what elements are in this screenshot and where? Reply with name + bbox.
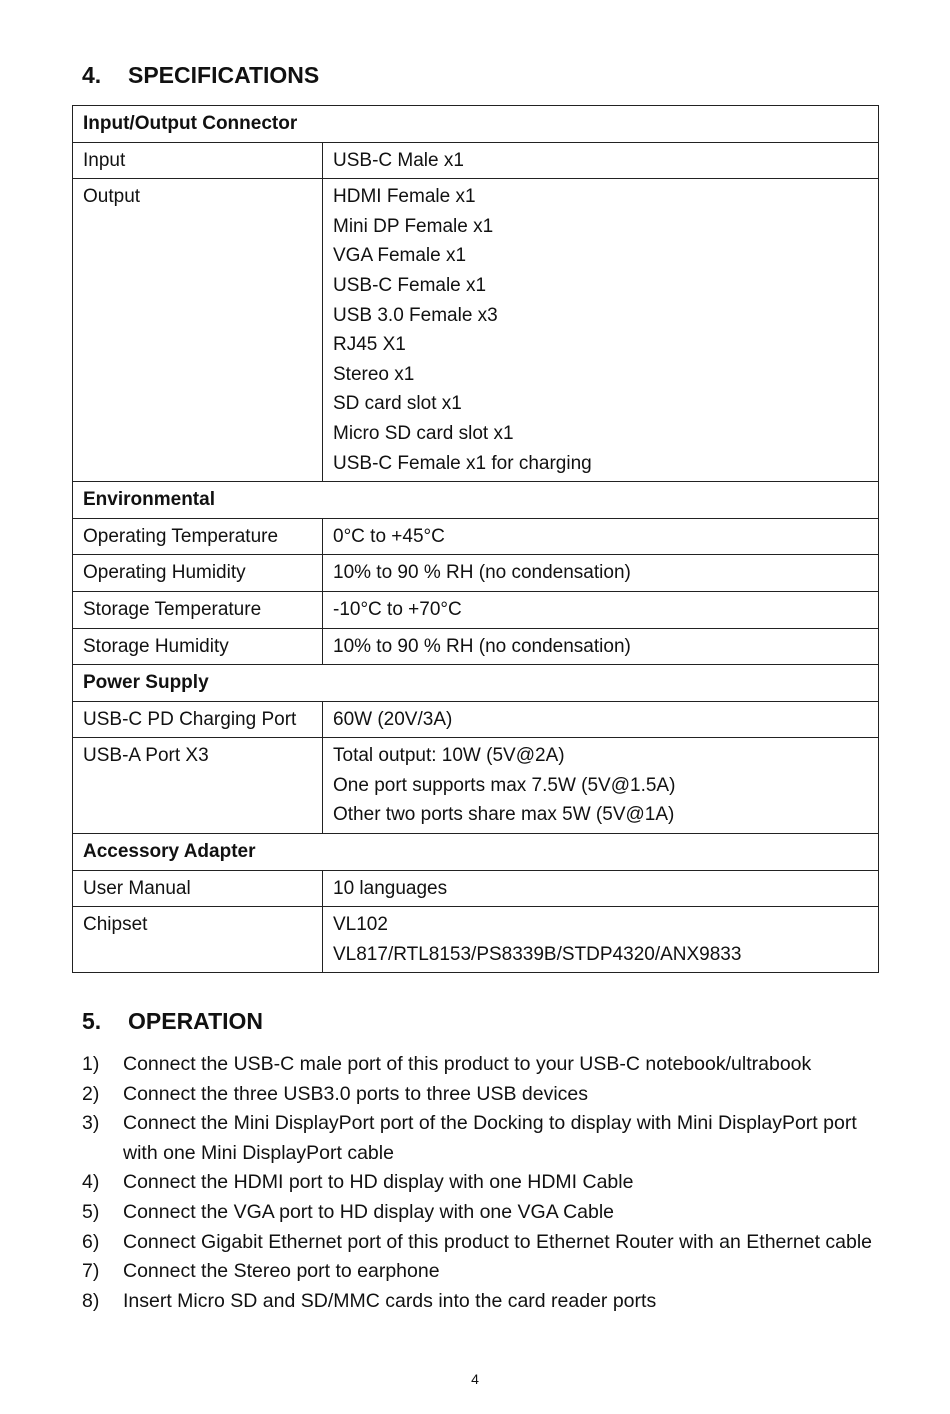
spec-value: RJ45 X1: [333, 334, 406, 356]
step-text: Connect the Stereo port to earphone: [123, 1260, 440, 1283]
spec-group-row: [73, 665, 879, 702]
step-number: 8): [82, 1289, 100, 1312]
spec-label: Storage Temperature: [73, 591, 323, 628]
spec-value-cell: [323, 555, 879, 592]
spec-label: USB-A Port X3: [73, 738, 323, 834]
spec-value-cell: [323, 907, 879, 973]
spec-group-label: Environmental: [73, 482, 879, 519]
spec-value: VL102: [333, 914, 388, 936]
spec-value-cell: [323, 142, 879, 179]
step-number: 6): [82, 1230, 100, 1253]
spec-value: 60W (20V/3A): [333, 708, 453, 730]
spec-value-cell: [323, 628, 879, 665]
step-text: Connect the three USB3.0 ports to three USB devices: [123, 1082, 589, 1105]
spec-row: [73, 701, 879, 738]
spec-value: 0°C to +45°C: [333, 525, 445, 547]
spec-row: [73, 555, 879, 592]
spec-row: [73, 518, 879, 555]
spec-row: [73, 142, 879, 179]
spec-value: USB 3.0 Female x3: [333, 304, 498, 326]
specifications-table: [72, 105, 879, 973]
section-title: SPECIFICATIONS: [128, 62, 320, 88]
spec-value: USB-C Male x1: [333, 149, 464, 171]
operation-step: [82, 1109, 882, 1168]
spec-label: USB-C PD Charging Port: [73, 701, 323, 738]
step-text: Connect the USB-C male port of this product to your USB-C notebook/ultrabook: [123, 1053, 812, 1075]
spec-value-cell: [323, 591, 879, 628]
spec-label: Operating Humidity: [73, 555, 323, 592]
spec-value: Total output: 10W (5V@2A): [333, 745, 565, 767]
step-number: 5): [82, 1200, 100, 1223]
step-text: Connect the HDMI port to HD display with one HDMI Cable: [123, 1171, 634, 1194]
operation-step: [82, 1228, 882, 1258]
spec-group-row: [73, 834, 879, 871]
spec-value-cell: [323, 701, 879, 738]
section-number: 4.: [82, 62, 102, 88]
step-text: Insert Micro SD and SD/MMC cards into the card reader ports: [123, 1289, 657, 1312]
spec-row: [73, 907, 879, 973]
section-heading-operation: [82, 1008, 263, 1035]
step-number: 4): [82, 1171, 100, 1194]
spec-value: USB-C Female x1: [333, 274, 487, 296]
step-number: 3): [82, 1112, 100, 1135]
spec-label: Operating Temperature: [73, 518, 323, 555]
spec-value: VL817/RTL8153/PS8339B/STDP4320/ANX9833: [333, 943, 742, 965]
spec-row: [73, 628, 879, 665]
spec-value: USB-C Female x1 for charging: [333, 452, 592, 474]
spec-label: Output: [73, 179, 323, 482]
spec-group-label: Input/Output Connector: [73, 106, 879, 143]
step-number: 1): [82, 1053, 100, 1075]
spec-group-row: [73, 482, 879, 519]
spec-value: -10°C to +70°C: [333, 598, 462, 620]
spec-value-cell: [323, 179, 879, 482]
operation-step: [82, 1168, 882, 1198]
spec-group-label: Power Supply: [73, 665, 879, 702]
spec-value: Micro SD card slot x1: [333, 422, 514, 444]
section-title: OPERATION: [128, 1008, 264, 1034]
section-number: 5.: [82, 1008, 102, 1034]
section-heading-specifications: [82, 62, 319, 89]
step-number: 7): [82, 1260, 100, 1283]
spec-row: [73, 591, 879, 628]
spec-group-label: Accessory Adapter: [73, 834, 879, 871]
spec-value-cell: [323, 870, 879, 907]
spec-row: [73, 179, 879, 482]
page-number: 4: [471, 1371, 479, 1387]
operation-step: [82, 1257, 882, 1287]
spec-row: [73, 870, 879, 907]
spec-value: 10% to 90 % RH (no condensation): [333, 562, 631, 584]
spec-value: One port supports max 7.5W (5V@1.5A): [333, 774, 676, 796]
spec-label: Chipset: [73, 907, 323, 973]
spec-value: 10% to 90 % RH (no condensation): [333, 635, 631, 657]
step-number: 2): [82, 1082, 100, 1105]
spec-group-row: [73, 106, 879, 143]
spec-value: 10 languages: [333, 877, 448, 899]
specifications-table-body: [73, 106, 879, 973]
spec-value-cell: [323, 518, 879, 555]
step-text: Connect the VGA port to HD display with one VGA Cable: [123, 1200, 615, 1223]
operation-step: [82, 1198, 882, 1228]
spec-label: Input: [73, 142, 323, 179]
spec-label: Storage Humidity: [73, 628, 323, 665]
spec-label: User Manual: [73, 870, 323, 907]
operation-step: [82, 1287, 882, 1317]
spec-value: SD card slot x1: [333, 393, 462, 415]
spec-value: Other two ports share max 5W (5V@1A): [333, 804, 675, 826]
operation-step: [82, 1080, 882, 1110]
spec-row: [73, 738, 879, 834]
spec-value: Stereo x1: [333, 363, 415, 385]
operation-step: [82, 1050, 882, 1080]
operation-steps-list: [82, 1050, 882, 1316]
spec-value-cell: [323, 738, 879, 834]
spec-value: HDMI Female x1: [333, 186, 476, 208]
step-text: Connect Gigabit Ethernet port of this product to Ethernet Router with an Ethernet cable: [123, 1230, 873, 1253]
step-text: Connect the Mini DisplayPort port of the Docking to display with Mini DisplayPort port with one Mini DisplayPort cable: [123, 1112, 857, 1164]
spec-value: Mini DP Female x1: [333, 215, 494, 237]
spec-value: VGA Female x1: [333, 245, 467, 267]
